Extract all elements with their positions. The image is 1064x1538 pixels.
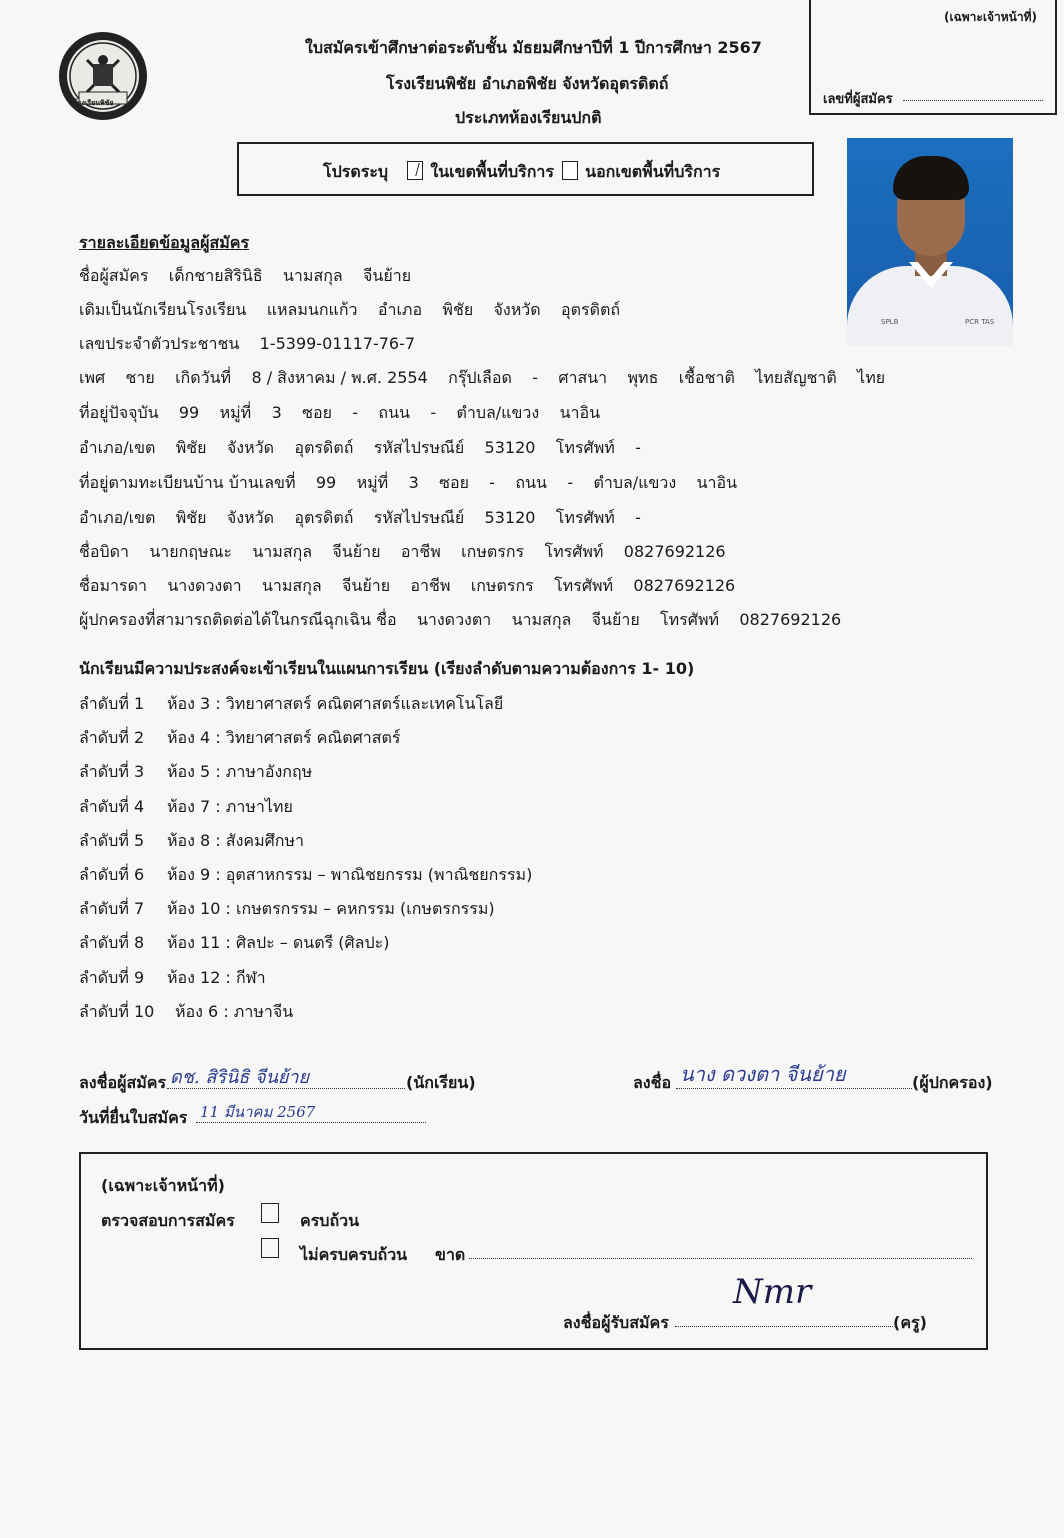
complete-label: ครบถ้วน bbox=[300, 1211, 360, 1230]
guardian-sign-suffix: (ผู้ปกครอง) bbox=[912, 1073, 993, 1092]
applicant-no-field[interactable] bbox=[903, 100, 1043, 101]
missing-label: ขาด bbox=[435, 1245, 466, 1264]
applicant-photo bbox=[847, 138, 1013, 346]
preference-item bbox=[79, 829, 304, 854]
preference-item bbox=[79, 863, 532, 888]
father-row: ชื่อบิดา นายกฤษณะ นามสกุล จีนย้าย อาชีพ เกษตรกร โทรศัพท์ 0827692126 bbox=[79, 542, 726, 561]
date-value[interactable]: 11 มีนาคม 2567 bbox=[200, 1103, 316, 1121]
office-use-box bbox=[79, 1152, 988, 1350]
area-selection-box bbox=[237, 142, 814, 196]
form-title: ใบสมัครเข้าศึกษาต่อระดับชั้น มัธยมศึกษาปีที่ 1 ปีการศึกษา 2567 bbox=[305, 38, 762, 57]
preference-rank: ลำดับที่ 2 bbox=[79, 728, 145, 748]
preference-item bbox=[79, 966, 266, 991]
preference-room: ห้อง 10 : เกษตรกรรม – คหกรรม (เกษตรกรรม) bbox=[167, 899, 495, 919]
inside-area-label: ในเขตพื้นที่บริการ bbox=[430, 162, 554, 181]
school-line: โรงเรียนพิชัย อำเภอพิชัย จังหวัดอุตรดิตถ์ bbox=[386, 74, 669, 93]
receiver-signature[interactable]: Nmr bbox=[733, 1272, 812, 1312]
preference-room: ห้อง 12 : กีฬา bbox=[167, 967, 266, 987]
preference-item bbox=[79, 726, 401, 751]
name-row: ชื่อผู้สมัคร เด็กชายสิรินิธิ นามสกุล จีนย้าย bbox=[79, 266, 412, 285]
prev-school-row: เดิมเป็นนักเรียนโรงเรียน แหลมนกแก้ว อำเภอ พิชัย จังหวัด อุตรดิตถ์ bbox=[79, 300, 621, 319]
missing-field[interactable] bbox=[469, 1258, 972, 1259]
applicant-surname: จีนย้าย bbox=[363, 266, 412, 285]
preference-room: ห้อง 8 : สังคมศึกษา bbox=[167, 830, 304, 850]
seal-text: โรงเรียนพิชัย bbox=[74, 99, 114, 107]
student-sign-suffix: (นักเรียน) bbox=[406, 1073, 476, 1092]
preference-room: ห้อง 11 : ศิลปะ – ดนตรี (ศิลปะ) bbox=[167, 933, 390, 953]
area-prompt: โปรดระบุ bbox=[323, 162, 389, 181]
preference-rank: ลำดับที่ 9 bbox=[79, 967, 145, 987]
check-application-label: ตรวจสอบการสมัคร bbox=[101, 1211, 235, 1230]
personal-row: เพศ ชาย เกิดวันที่ 8 / สิงหาคม / พ.ศ. 2554 กรุ๊ปเลือด - ศาสนา พุทธ เชื้อชาติ ไทยสัญชาติ ไทย bbox=[79, 368, 886, 387]
photo-tag-left: SPLB bbox=[881, 318, 899, 326]
incomplete-label: ไม่ครบครบถ้วน bbox=[300, 1245, 408, 1264]
preference-room: ห้อง 6 : ภาษาจีน bbox=[175, 1001, 294, 1021]
preference-item bbox=[79, 1000, 293, 1025]
preference-rank: ลำดับที่ 6 bbox=[79, 865, 145, 884]
office-only-label: (เฉพาะเจ้าหน้าที่) bbox=[944, 10, 1037, 24]
preference-rank: ลำดับที่ 3 bbox=[79, 762, 145, 782]
receiver-sign-suffix: (ครู) bbox=[893, 1313, 927, 1332]
preference-item bbox=[79, 760, 312, 785]
office-corner-box bbox=[809, 0, 1057, 115]
date-of-birth: 8 / สิงหาคม / พ.ศ. 2554 bbox=[251, 368, 428, 387]
preference-room: ห้อง 9 : อุตสาหกรรม – พาณิชยกรรม (พาณิชยกรรม) bbox=[167, 865, 533, 884]
national-id: 1-5399-01117-76-7 bbox=[259, 334, 416, 353]
student-sign-label: ลงชื่อผู้สมัคร bbox=[79, 1073, 167, 1092]
complete-checkbox[interactable] bbox=[261, 1203, 279, 1223]
applicant-no-label: เลขที่ผู้สมัคร bbox=[823, 92, 893, 107]
guardian-row: ผู้ปกครองที่สามารถติดต่อได้ในกรณีฉุกเฉิน ชื่อ นางดวงตา นามสกุล จีนย้าย โทรศัพท์ 0827692126 bbox=[79, 610, 842, 629]
classroom-type: ประเภทห้องเรียนปกติ bbox=[455, 108, 602, 127]
current-address-row2: อำเภอ/เขต พิชัย จังหวัด อุตรดิตถ์ รหัสไปรษณีย์ 53120 โทรศัพท์ - bbox=[79, 438, 641, 457]
preference-room: ห้อง 3 : วิทยาศาสตร์ คณิตศาสตร์และเทคโนโลยี bbox=[167, 694, 504, 713]
outside-area-checkbox[interactable] bbox=[562, 161, 578, 180]
guardian-signature[interactable]: นาง ดวงตา จีนย้าย bbox=[680, 1062, 846, 1086]
registered-address-row1: ที่อยู่ตามทะเบียนบ้าน บ้านเลขที่ 99 หมู่ที่ 3 ซอย - ถนน - ตำบล/แขวง นาอิน bbox=[79, 473, 738, 492]
preference-room: ห้อง 4 : วิทยาศาสตร์ คณิตศาสตร์ bbox=[167, 728, 401, 748]
inside-area-checkbox[interactable] bbox=[407, 161, 423, 180]
incomplete-checkbox[interactable] bbox=[261, 1238, 279, 1258]
preference-item bbox=[79, 795, 293, 820]
preference-item bbox=[79, 692, 503, 717]
applicant-name: เด็กชายสิรินิธิ bbox=[168, 266, 263, 285]
preference-rank: ลำดับที่ 4 bbox=[79, 796, 145, 816]
preference-rank: ลำดับที่ 5 bbox=[79, 830, 145, 850]
prev-school: แหลมนกแก้ว bbox=[266, 300, 358, 319]
office-box-title: (เฉพาะเจ้าหน้าที่) bbox=[101, 1176, 225, 1195]
student-signature[interactable]: ดช. สิรินิธิ จีนย้าย bbox=[170, 1067, 310, 1088]
photo-tag-right: PCR TAS bbox=[965, 318, 995, 326]
date-label: วันที่ยื่นใบสมัคร bbox=[79, 1108, 188, 1127]
id-row: เลขประจำตัวประชาชน 1-5399-01117-76-7 bbox=[79, 334, 416, 353]
registered-address-row2: อำเภอ/เขต พิชัย จังหวัด อุตรดิตถ์ รหัสไปรษณีย์ 53120 โทรศัพท์ - bbox=[79, 508, 641, 527]
preference-rank: ลำดับที่ 1 bbox=[79, 694, 145, 713]
preference-rank: ลำดับที่ 8 bbox=[79, 933, 145, 953]
outside-area-label: นอกเขตพื้นที่บริการ bbox=[585, 162, 721, 181]
section-title-applicant: รายละเอียดข้อมูลผู้สมัคร bbox=[79, 233, 250, 252]
guardian-sign-label: ลงชื่อ bbox=[633, 1073, 672, 1092]
receiver-sign-label: ลงชื่อผู้รับสมัคร bbox=[563, 1313, 669, 1332]
preference-item bbox=[79, 897, 495, 922]
mother-row: ชื่อมารดา นางดวงตา นามสกุล จีนย้าย อาชีพ เกษตรกร โทรศัพท์ 0827692126 bbox=[79, 576, 736, 595]
preferences-title: นักเรียนมีความประสงค์จะเข้าเรียนในแผนการเรียน (เรียงลำดับตามความต้องการ 1- 10) bbox=[79, 659, 695, 678]
preference-rank: ลำดับที่ 10 bbox=[79, 1001, 155, 1021]
preference-room: ห้อง 7 : ภาษาไทย bbox=[167, 796, 293, 816]
preference-item bbox=[79, 931, 389, 956]
preference-room: ห้อง 5 : ภาษาอังกฤษ bbox=[167, 762, 313, 782]
current-address-row1: ที่อยู่ปัจจุบัน 99 หมู่ที่ 3 ซอย - ถนน - ตำบล/แขวง นาอิน bbox=[79, 403, 601, 422]
preference-rank: ลำดับที่ 7 bbox=[79, 899, 145, 919]
